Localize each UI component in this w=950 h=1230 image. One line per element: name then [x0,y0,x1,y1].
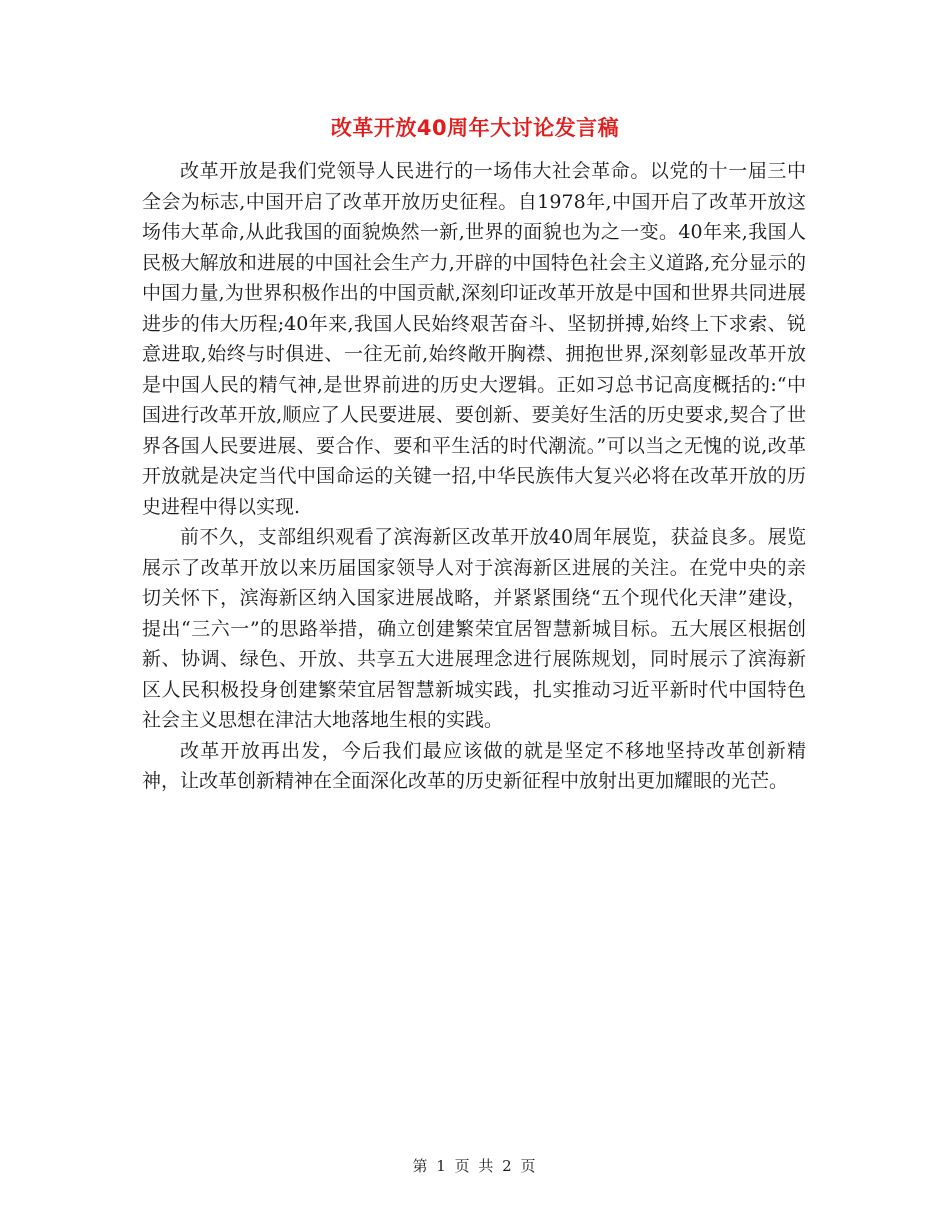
paragraph-3: 改革开放再出发，今后我们最应该做的就是坚定不移地坚持改革创新精神，让改革创新精神在全面深化改革的历史新征程中放射出更加耀眼的光芒。 [142,739,806,792]
document-title: 改革开放40周年大讨论发言稿 [330,116,620,140]
paragraph-2: 前不久，支部组织观看了滨海新区改革开放40周年展览，获益良多。展览展示了改革开放以来历届国家领导人对于滨海新区进展的关注。在党中央的亲切关怀下，滨海新区纳入国家进展战略，并紧紧围绕“五个现代化天津”建设，提出“三六一”的思路举措，确立创建繁荣宜居智慧新城目标。五大展区根据创新、协调、绿色、开放、共享五大进展理念进行展陈规划，同时展示了滨海新区人民积极投身创建繁荣宜居智慧新城实践，扎实推动习近平新时代中国特色社会主义思想在津沽大地落地生根的实践。 [142,526,806,731]
paragraph-1: 改革开放是我们党领导人民进行的一场伟大社会革命。以党的十一届三中全会为标志,中国开启了改革开放历史征程。自1978年,中国开启了改革开放这场伟大革命,从此我国的面貌焕然一新,世界的面貌也为之一变。40年来,我国人民极大解放和进展的中国社会生产力,开辟的中国特色社会主义道路,充分显示的中国力量,为世界积极作出的中国贡献,深刻印证改革开放是中国和世界共同进展进步的伟大历程;40年来,我国人民始终艰苦奋斗、坚韧拼搏,始终上下求索、锐意进取,始终与时俱进、一往无前,始终敞开胸襟、拥抱世界,深刻彰显改革开放是中国人民的精气神,是世界前进的历史大逻辑。正如习总书记高度概括的:“中国进行改革开放,顺应了人民要进展、要创新、要美好生活的历史要求,契合了世界各国人民要进展、要合作、要和平生活的时代潮流。”可以当之无愧的说,改革开放就是决定当代中国命运的关键一招,中华民族伟大复兴必将在改革开放的历史进程中得以实现. [142,160,806,518]
document-body [142,156,806,797]
page-number-footer: 第 1 页 共 2 页 [412,1157,538,1175]
